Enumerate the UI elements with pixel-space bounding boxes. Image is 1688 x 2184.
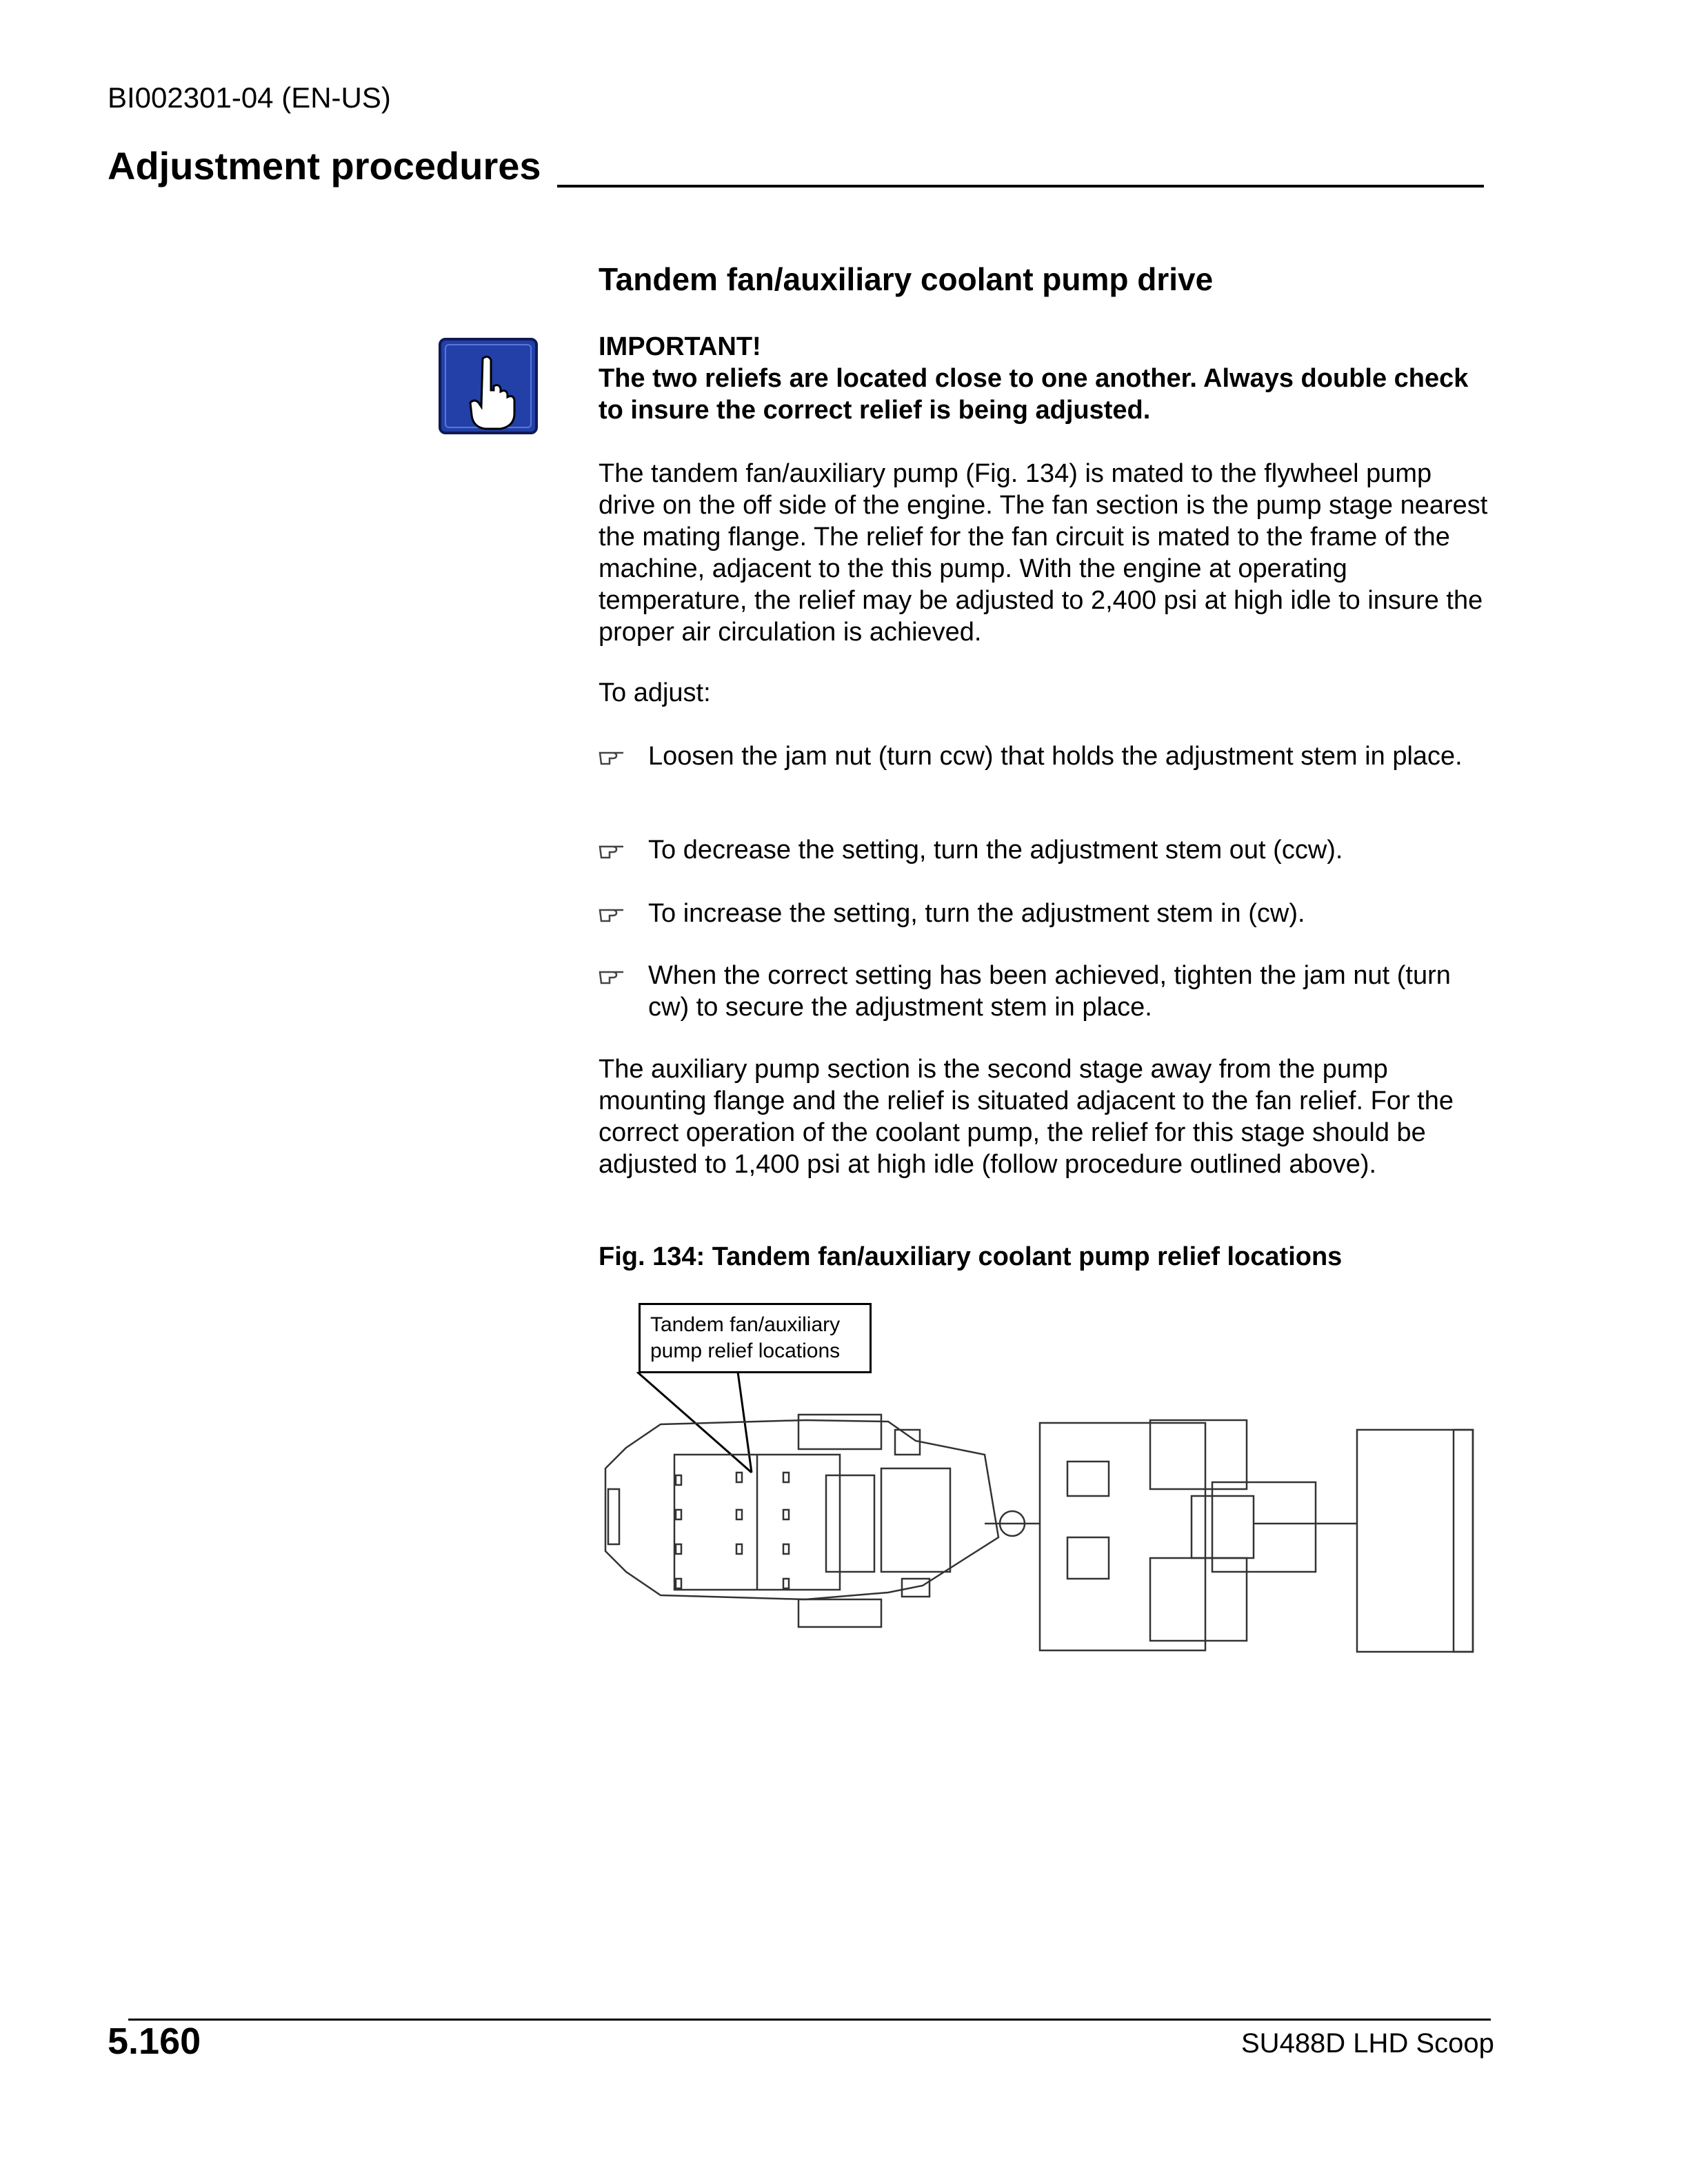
pointing-hand-bullet-icon xyxy=(599,967,626,984)
callout-line-2: pump relief locations xyxy=(650,1339,841,1362)
footer-rule xyxy=(128,2019,1491,2021)
page-number: 5.160 xyxy=(108,2021,201,2062)
step-text: To increase the setting, turn the adjustment stem in (cw). xyxy=(648,899,1305,928)
pointing-hand-bullet-icon xyxy=(599,904,626,922)
step-text: To decrease the setting, turn the adjustment stem out (ccw). xyxy=(648,836,1343,865)
document-id: BI002301-04 (EN-US) xyxy=(108,81,391,114)
machine-top-view-diagram xyxy=(599,1372,1474,1655)
paragraph-auxiliary-section: The auxiliary pump section is the second stage away from the pump mounting flange and the relief is situated adjacent to the fan relief. For the correct operation of the coolant pump, the relief for this stage should be adjusted to 1,400 psi at high idle (follow procedure outlined above). xyxy=(599,1055,1454,1179)
subsection-title: Tandem fan/auxiliary coolant pump drive xyxy=(599,261,1214,297)
product-name: SU488D LHD Scoop xyxy=(1241,2028,1494,2059)
step-text: When the correct setting has been achieved, tighten the jam nut (turn cw) to secure the adjustment stem in place. xyxy=(648,961,1451,1022)
important-label: IMPORTANT! xyxy=(599,332,761,361)
callout-line-1: Tandem fan/auxiliary xyxy=(650,1313,841,1336)
section-title: Adjustment procedures xyxy=(108,144,541,188)
to-adjust-label: To adjust: xyxy=(599,678,711,707)
title-underline xyxy=(557,185,1484,188)
pointing-hand-icon xyxy=(439,338,538,434)
pointing-hand-bullet-icon xyxy=(599,841,626,859)
step-text: Loosen the jam nut (turn ccw) that holds the adjustment stem in place. xyxy=(648,742,1463,771)
important-notice xyxy=(599,331,1495,426)
paragraph-pump-description: The tandem fan/auxiliary pump (Fig. 134) is mated to the flywheel pump drive on the off side of the engine. The fan section is the pump stage nearest the mating flange. The relief for the fan circuit is mated to the frame of the machine, adjacent to the this pump. With the engine at operating temperature, the relief may be adjusted to 2,400 psi at high idle to insure the proper air circulation is achieved. xyxy=(599,459,1488,647)
important-text: The two reliefs are located close to one another. Always double check to insure the correct relief is being adjusted. xyxy=(599,364,1469,425)
figure-caption: Fig. 134: Tandem fan/auxiliary coolant pump relief locations xyxy=(599,1242,1343,1271)
pointing-hand-bullet-icon xyxy=(599,747,626,765)
figure-callout xyxy=(639,1303,872,1373)
